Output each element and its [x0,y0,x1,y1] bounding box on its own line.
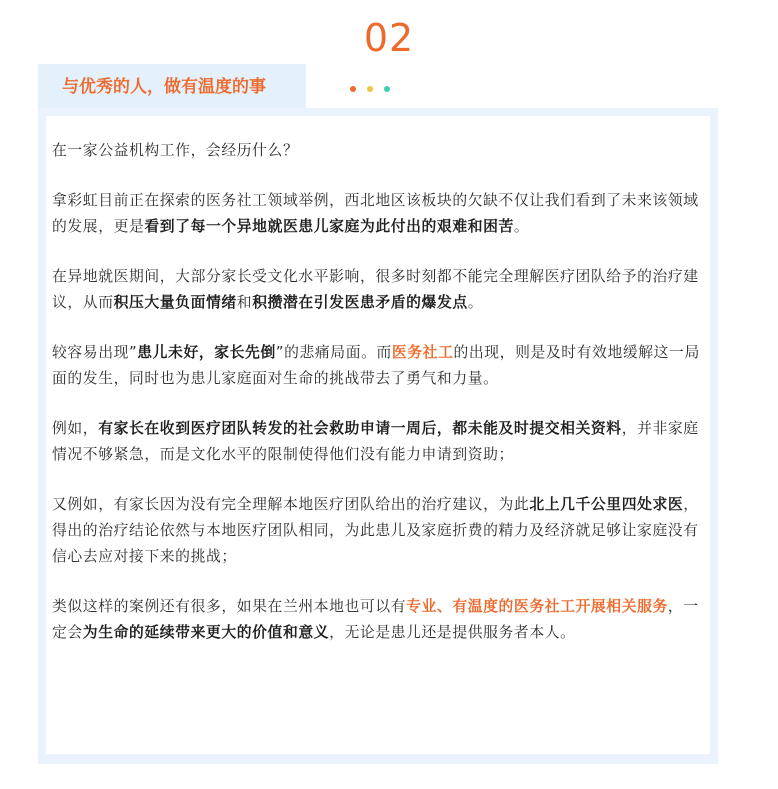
text-run: 。 [467,294,484,311]
bold-text: 积攒潜在引发医患矛盾的爆发点 [252,294,468,311]
text-run: 又例如，有家长因为没有完全理解本地医疗团队给出的治疗建议，为此 [52,496,530,513]
text-run: ，无论是患儿还是提供服务者本人。 [329,624,576,641]
orange-dot-icon [350,86,356,92]
yellow-dot-icon [367,86,373,92]
text-run: 在一家公益机构工作，会经历什么？ [52,142,299,159]
bold-text: 有家长在收到医疗团队转发的社会救助申请一周后，都未能及时提交相关资料 [98,420,622,437]
text-run: ”的悲痛局面。而 [275,344,392,361]
section-number: 02 [363,16,415,60]
text-run: 和 [236,294,253,311]
text-run: 例如， [52,420,99,437]
highlight-text: 专业、有温度的医务社工开展相关服务 [406,598,668,615]
text-run: ，并非家庭情况不够紧急，而是文化水平的限制使得他们没有能力申请到资助； [52,420,699,463]
bold-text: 看到了每一个异地就医患儿家庭为此付出的艰难和困苦 [144,218,514,235]
text-run: 在异地就医期间，大部分家长受文化水平影响，很多时刻都不能完全理解医疗团队给予的治疗建议，从而 [52,268,699,311]
bold-text: 北上几千公里四处求医 [529,496,684,513]
paragraph [52,188,708,240]
highlight-text: 医务社工 [391,344,454,361]
bold-text: 为生命的延续带来更大的价值和意义 [82,624,330,641]
text-run: 较容易出现” [52,344,138,361]
paragraph [52,594,708,646]
bold-text: 积压大量负面情绪 [113,294,237,311]
teal-dot-icon [384,86,390,92]
paragraph [52,492,708,570]
text-run: 类似这样的案例还有很多，如果在兰州本地也可以有 [52,598,407,615]
text-run: ，一定会 [52,598,699,641]
paragraph [52,416,708,468]
text-run: 拿彩虹目前正在探索的医务社工领域举例，西北地区该板块的欠缺不仅让我们看到了未来该领域的发展，更是 [52,192,699,235]
section-title: 与优秀的人，做有温度的事 [62,77,266,97]
bold-text: 患儿未好，家长先倒 [137,344,276,361]
text-run: 的出现，则是及时有效地缓解这一局面的发生，同时也为患儿家庭面对生命的挑战带去了勇气和力量。 [52,344,700,387]
text-run: 。 [513,218,530,235]
text-run: ，得出的治疗结论依然与本地医疗团队相同，为此患儿及家庭折费的精力及经济就足够让家庭没有信心去应对接下来的挑战； [52,496,699,565]
paragraph [52,340,708,392]
paragraph [52,138,708,164]
paragraph [52,264,708,316]
article-body [52,138,708,670]
